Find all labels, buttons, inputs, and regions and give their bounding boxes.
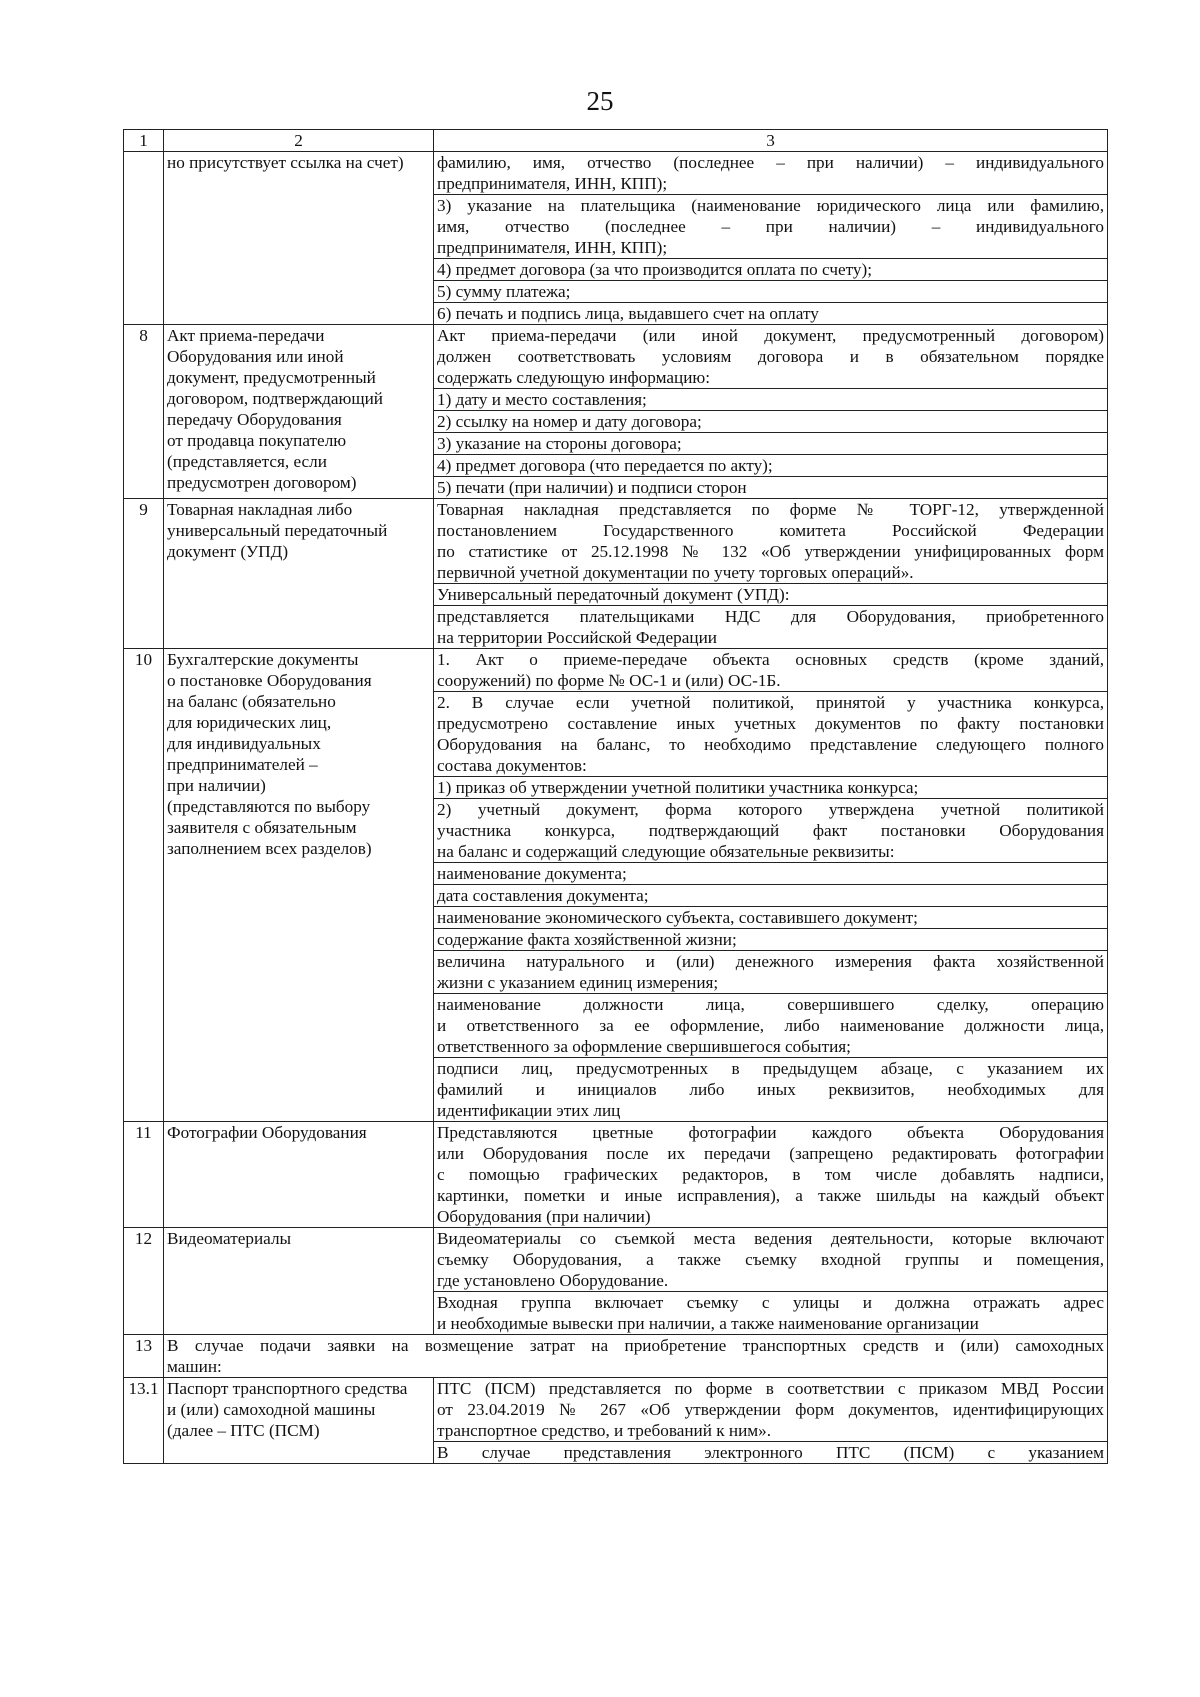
row-number: 9 (124, 499, 164, 649)
requirement-line: должен соответствовать условиям договора и в обязательном порядке (437, 347, 1104, 366)
requirement-line: 6) печать и подпись лица, выдавшего счет на оплату (434, 302, 1107, 324)
requirement-line: ответственного за оформление свершившегося события; (437, 1037, 851, 1056)
document-name-cell (164, 152, 434, 325)
document-name-line: от продавца покупателю (167, 431, 347, 450)
document-name-line: предусмотрен договором) (167, 473, 357, 492)
row-number: 11 (124, 1122, 164, 1228)
requirement-line: 1) дату и место составления; (434, 388, 1107, 410)
requirement-line: или Оборудования после их передачи (запрещено редактировать фотографии (437, 1144, 1104, 1163)
document-name-line: для индивидуальных (167, 734, 321, 753)
requirement-line: первичной учетной документации по учету торговых операций». (437, 563, 914, 582)
document-name-line: Паспорт транспортного средства (167, 1379, 408, 1398)
requirements-cell (434, 325, 1108, 499)
table-row (124, 325, 1108, 499)
document-name-cell (164, 1378, 434, 1464)
requirement-line: предпринимателя, ИНН, КПП); (437, 238, 668, 257)
header-col-1: 1 (124, 130, 164, 152)
requirement-line: имя, отчество (последнее – при наличии) – индивидуального (437, 217, 1104, 236)
requirement-line: Акт приема-передачи (или иной документ, предусмотренный договором) (437, 326, 1104, 345)
document-name-cell (164, 1228, 434, 1335)
document-name-line: Видеоматериалы (167, 1229, 292, 1248)
requirement-line: 2. В случае если учетной политикой, принятой у участника конкурса, (434, 691, 1107, 713)
row-number: 8 (124, 325, 164, 499)
document-name-line: заявителя с обязательным (167, 818, 357, 837)
document-name-line: Бухгалтерские документы (167, 650, 359, 669)
requirement-line: съемку Оборудования, а также съемку входной группы и помещения, (437, 1250, 1104, 1269)
requirement-line: 4) предмет договора (за что производится оплата по счету); (434, 258, 1107, 280)
requirements-cell (434, 1122, 1108, 1228)
section-heading-cell (164, 1335, 1108, 1378)
document-name-cell (164, 1122, 434, 1228)
requirements-cell (434, 1378, 1108, 1464)
requirement-line: Оборудования на баланс, то необходимо представление следующего полного (437, 735, 1104, 754)
requirement-line: 5) печати (при наличии) и подписи сторон (434, 476, 1107, 498)
requirement-line: Товарная накладная представляется по форме № ТОРГ-12, утвержденной (437, 500, 1104, 519)
section-heading-line: В случае подачи заявки на возмещение затрат на приобретение транспортных средств и (или) самоходных (167, 1336, 1104, 1355)
requirement-line: картинки, пометки и иные исправления), а также шильды на каждый объект (437, 1186, 1104, 1205)
table-row (124, 499, 1108, 649)
requirement-line: сооружений) по форме № ОС-1 и (или) ОС-1Б. (437, 671, 781, 690)
document-name-line: на баланс (обязательно (167, 692, 336, 711)
requirement-line: предпринимателя, ИНН, КПП); (437, 174, 668, 193)
table-row (124, 1228, 1108, 1335)
requirement-line: Представляются цветные фотографии каждого объекта Оборудования (437, 1123, 1104, 1142)
document-name-line: и (или) самоходной машины (167, 1400, 376, 1419)
requirement-line: величина натурального и (или) денежного измерения факта хозяйственной (434, 950, 1107, 972)
requirement-line: 3) указание на плательщика (наименование юридического лица или фамилию, (434, 194, 1107, 216)
requirement-line: фамилию, имя, отчество (последнее – при наличии) – индивидуального (437, 153, 1104, 172)
requirements-cell (434, 499, 1108, 649)
requirement-line: Универсальный передаточный документ (УПД): (434, 583, 1107, 605)
requirement-line: наименование должности лица, совершившего сделку, операцию (434, 993, 1107, 1015)
requirement-line: по статистике от 25.12.1998 № 132 «Об утверждении унифицированных форм (437, 542, 1104, 561)
requirement-line: 1) приказ об утверждении учетной политики участника конкурса; (434, 776, 1107, 798)
requirement-line: наименование экономического субъекта, составившего документ; (434, 906, 1107, 928)
requirement-line: идентификации этих лиц (437, 1101, 621, 1120)
requirements-cell (434, 1228, 1108, 1335)
requirement-line: представляется плательщиками НДС для Оборудования, приобретенного (434, 605, 1107, 627)
document-name-line: документ, предусмотренный (167, 368, 376, 387)
document-name-line: но присутствует ссылка на счет) (167, 153, 404, 172)
requirement-line: содержать следующую информацию: (437, 368, 711, 387)
requirement-line: состава документов: (437, 756, 587, 775)
requirement-line: В случае представления электронного ПТС (ПСМ) с указанием (434, 1441, 1107, 1463)
table-header-row (124, 130, 1108, 152)
requirement-line: подписи лиц, предусмотренных в предыдущем абзаце, с указанием их (434, 1057, 1107, 1079)
document-name-line: Акт приема-передачи (167, 326, 325, 345)
document-name-line: заполнением всех разделов) (167, 839, 372, 858)
table-row (124, 1122, 1108, 1228)
requirement-line: транспортное средство, и требований к ним». (437, 1421, 772, 1440)
row-number: 13.1 (124, 1378, 164, 1464)
requirement-line: 2) учетный документ, форма которого утверждена учетной политикой (434, 798, 1107, 820)
requirement-line: предусмотрено составление иных учетных документов по факту постановки (437, 714, 1104, 733)
row-number: 12 (124, 1228, 164, 1335)
document-name-line: Оборудования или иной (167, 347, 344, 366)
requirement-line: от 23.04.2019 № 267 «Об утверждении форм документов, идентифицирующих (437, 1400, 1104, 1419)
requirement-line: фамилий и инициалов либо иных реквизитов, необходимых для (437, 1080, 1104, 1099)
requirement-line: на территории Российской Федерации (437, 628, 717, 647)
document-name-line: передачу Оборудования (167, 410, 342, 429)
document-name-line: предпринимателей – (167, 755, 318, 774)
requirement-line: Оборудования (при наличии) (437, 1207, 651, 1226)
requirement-line: 1. Акт о приеме-передаче объекта основных средств (кроме зданий, (437, 650, 1104, 669)
table-row (124, 152, 1108, 325)
document-name-line: документ (УПД) (167, 542, 289, 561)
document-name-line: для юридических лиц, (167, 713, 332, 732)
requirement-line: наименование документа; (434, 862, 1107, 884)
document-name-line: (далее – ПТС (ПСМ) (167, 1421, 320, 1440)
document-name-line: (представляются по выбору (167, 797, 371, 816)
requirements-table (123, 129, 1108, 1464)
document-name-line: о постановке Оборудования (167, 671, 372, 690)
row-number: 13 (124, 1335, 164, 1378)
row-number: 10 (124, 649, 164, 1122)
requirements-cell (434, 152, 1108, 325)
requirement-line: 2) ссылку на номер и дату договора; (434, 410, 1107, 432)
document-name-cell (164, 649, 434, 1122)
requirements-cell (434, 649, 1108, 1122)
document-name-cell (164, 499, 434, 649)
document-name-cell (164, 325, 434, 499)
table-row (124, 1335, 1108, 1378)
document-name-line: Фотографии Оборудования (167, 1123, 367, 1142)
requirement-line: дата составления документа; (434, 884, 1107, 906)
table-row (124, 649, 1108, 1122)
requirement-line: Входная группа включает съемку с улицы и должна отражать адрес (434, 1291, 1107, 1313)
requirement-line: содержание факта хозяйственной жизни; (434, 928, 1107, 950)
requirement-line: и ответственного за ее оформление, либо наименование должности лица, (437, 1016, 1104, 1035)
requirement-line: 3) указание на стороны договора; (434, 432, 1107, 454)
document-name-line: Товарная накладная либо (167, 500, 353, 519)
requirement-line: ПТС (ПСМ) представляется по форме в соответствии с приказом МВД России (437, 1379, 1104, 1398)
requirement-line: где установлено Оборудование. (437, 1271, 669, 1290)
requirement-line: Видеоматериалы со съемкой места ведения деятельности, которые включают (437, 1229, 1104, 1248)
page-number: 25 (586, 86, 614, 116)
section-heading-line: машин: (167, 1357, 222, 1376)
document-name-line: договором, подтверждающий (167, 389, 383, 408)
requirement-line: с помощью графических редакторов, в том числе добавлять надписи, (437, 1165, 1104, 1184)
document-name-line: (представляется, если (167, 452, 327, 471)
document-name-line: универсальный передаточный (167, 521, 388, 540)
requirement-line: жизни с указанием единиц измерения; (437, 973, 719, 992)
table-row (124, 1378, 1108, 1464)
requirement-line: и необходимые вывески при наличии, а также наименование организации (437, 1314, 979, 1333)
header-col-2: 2 (164, 130, 434, 152)
requirement-line: на баланс и содержащий следующие обязательные реквизиты: (437, 842, 895, 861)
requirement-line: 5) сумму платежа; (434, 280, 1107, 302)
header-col-3: 3 (434, 130, 1108, 152)
requirement-line: постановлением Государственного комитета Российской Федерации (437, 521, 1104, 540)
document-name-line: при наличии) (167, 776, 266, 795)
row-number (124, 152, 164, 325)
requirement-line: 4) предмет договора (что передается по акту); (434, 454, 1107, 476)
requirement-line: участника конкурса, подтверждающий факт постановки Оборудования (437, 821, 1104, 840)
